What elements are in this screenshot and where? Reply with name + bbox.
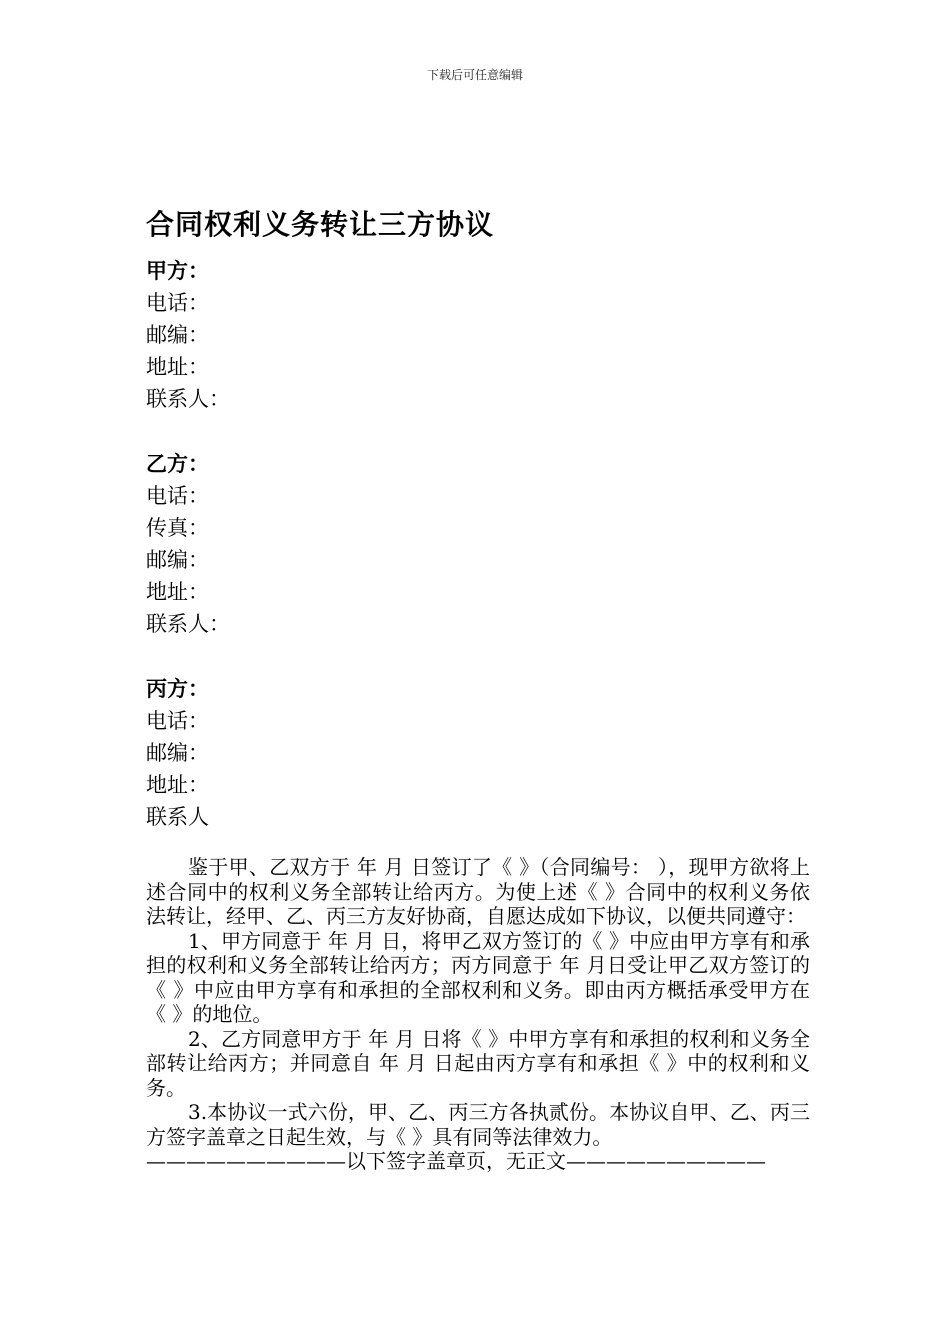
document-body [146,205,810,1174]
party-b-fax: 传真： [146,516,209,540]
clause-1: 1、甲方同意于 年 月 日，将甲乙双方签订的《 》中应由甲方享有和承担的权利和义务全部转让给丙方；丙方同意于 年 月日受让甲乙双方签订的《 》中应由甲方享有和承担的全部权利和义务。即由丙方概括承受甲方在《 》的地位。 [146,928,810,1026]
party-a-contact: 联系人： [146,387,230,411]
party-c [146,673,810,833]
party-c-address: 地址： [146,773,209,797]
party-c-phone: 电话： [146,709,209,733]
party-b [146,448,810,640]
signature-page-notice: ——————————以下签字盖章页，无正文—————————— [146,1149,766,1173]
party-a-address: 地址： [146,355,209,379]
party-a [146,255,810,415]
party-a-name: 甲方： [146,258,209,283]
party-b-address: 地址： [146,580,209,604]
document-title: 合同权利义务转让三方协议 [146,208,495,241]
party-b-contact: 联系人： [146,612,230,636]
clause-2: 2、乙方同意甲方于 年 月 日将《 》中甲方享有和承担的权利和义务全部转让给丙方；并同意自 年 月 日起由丙方享有和承担《 》中的权利和义务。 [146,1026,810,1100]
preamble-paragraph: 鉴于甲、乙双方于 年 月 日签订了《 》（合同编号： ），现甲方欲将上述合同中的权利义务全部转让给丙方。为使上述《 》合同中的权利义务依法转让，经甲、乙、丙三方友好协商，自愿达成如下协议，以便共同遵守： [146,855,810,928]
party-b-phone: 电话： [146,484,209,508]
party-c-postcode: 邮编： [146,741,209,765]
party-a-phone: 电话： [146,291,209,315]
header-note: 下载后可任意编辑 [426,68,523,82]
agreement-text [146,855,810,1174]
clause-3: 3.本协议一式六份，甲、乙、丙三方各执贰份。本协议自甲、乙、丙三方签字盖章之日起生效，与《 》具有同等法律效力。 [146,1100,810,1149]
party-c-contact: 联系人 [146,805,209,829]
party-b-name: 乙方： [146,451,209,476]
party-c-name: 丙方： [146,676,209,701]
party-a-postcode: 邮编： [146,323,209,347]
party-b-postcode: 邮编： [146,548,209,572]
